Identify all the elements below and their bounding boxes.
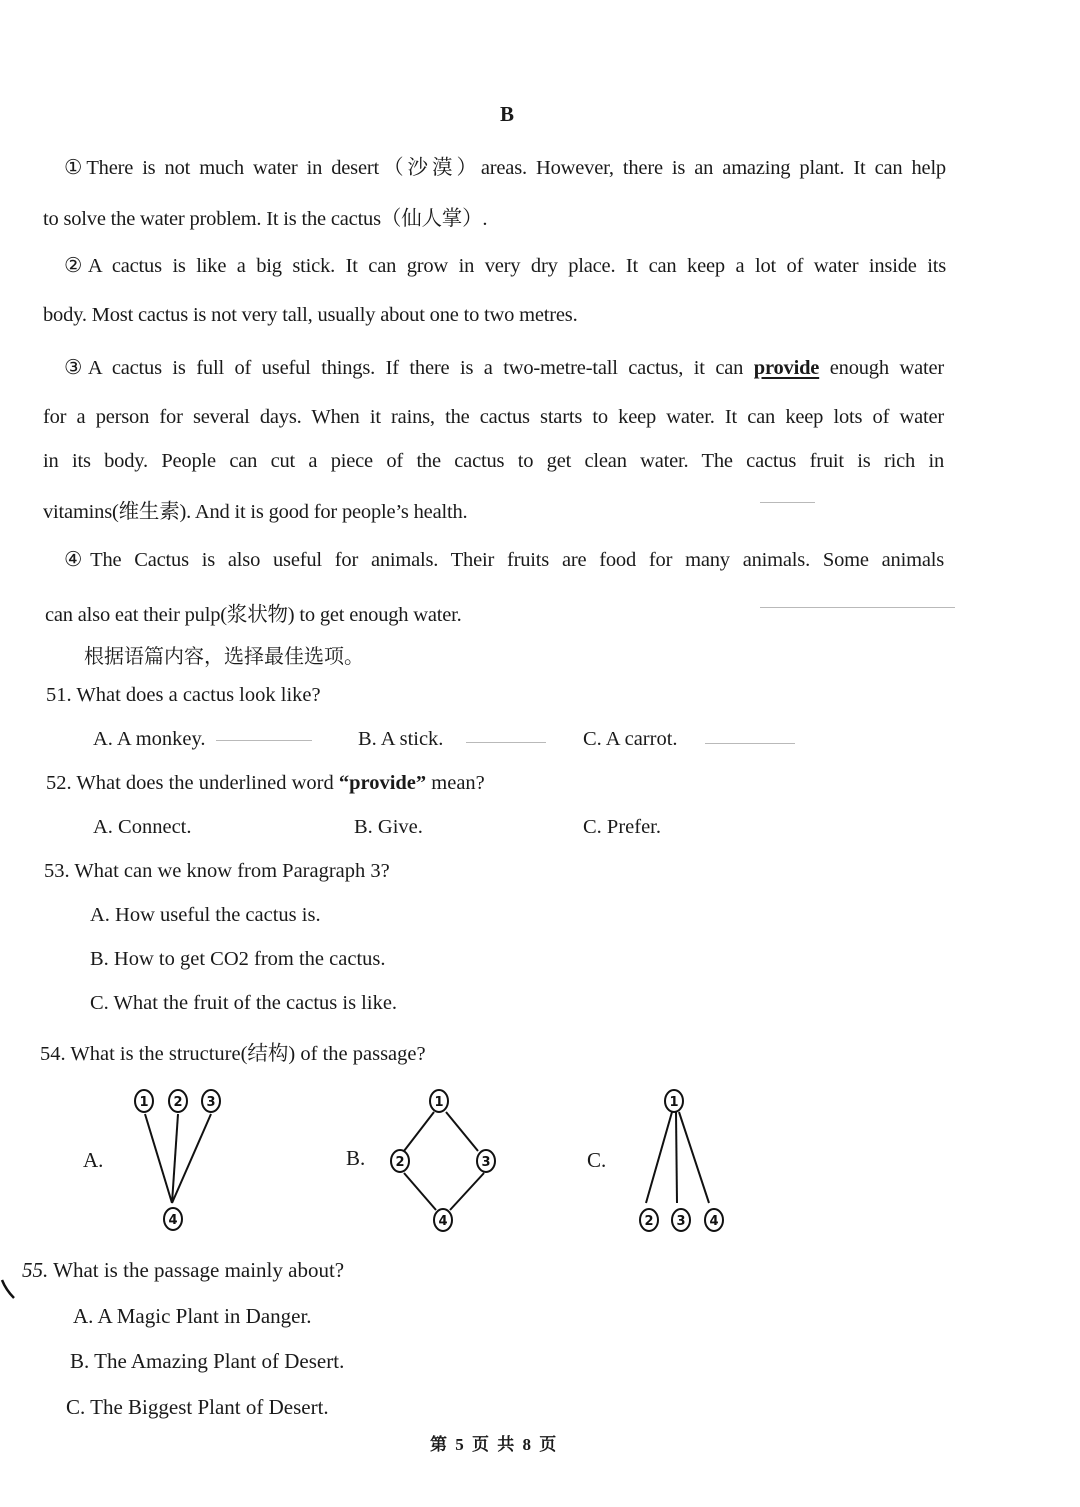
paragraph-3-line-4: vitamins(维生素). And it is good for people’s health.: [43, 501, 468, 523]
question-number: 52.: [46, 772, 72, 794]
paragraph-4-line-2: can also eat their pulp(浆状物) to get enough water.: [45, 604, 462, 626]
question-53: [44, 860, 390, 883]
question-number: 53.: [44, 860, 70, 882]
q54-option-a-label[interactable]: A.: [83, 1148, 104, 1172]
paragraph-1-line-1: ①There is not much water in desert（沙漠）areas. However, there is an amazing plant. It can help: [64, 157, 946, 179]
svg-text:1: 1: [669, 1095, 679, 1110]
q54-option-b-label[interactable]: B.: [346, 1146, 366, 1170]
question-51: [46, 684, 321, 707]
svg-text:3: 3: [481, 1155, 491, 1170]
paragraph-3-text-start: ③A cactus is full of useful things. If there is a two-metre-tall cactus, it can: [64, 357, 754, 379]
question-text-start: What does the underlined word: [76, 772, 339, 794]
q54-option-c-label[interactable]: C.: [587, 1148, 607, 1172]
structure-diagram-c[interactable]: [625, 1085, 745, 1235]
question-text: What is the structure(结构) of the passage?: [70, 1043, 426, 1065]
paragraph-3-line-1: [64, 355, 944, 380]
q55-option-a[interactable]: A. A Magic Plant in Danger.: [73, 1304, 312, 1328]
question-55: [22, 1258, 344, 1283]
q55-option-c[interactable]: C. The Biggest Plant of Desert.: [66, 1395, 329, 1419]
paragraph-2-line-1: ②A cactus is like a big stick. It can grow in very dry place. It can keep a lot of water inside its: [64, 255, 946, 277]
structure-diagram-a[interactable]: [120, 1085, 240, 1235]
svg-text:2: 2: [644, 1214, 654, 1229]
svg-text:3: 3: [676, 1214, 686, 1229]
node-2: 2: [173, 1095, 183, 1110]
q52-option-b[interactable]: B. Give.: [354, 816, 423, 838]
question-number: 54.: [40, 1043, 66, 1065]
q52-option-a[interactable]: A. Connect.: [93, 816, 192, 838]
paragraph-2-line-2: body. Most cactus is not very tall, usually about one to two metres.: [43, 304, 578, 326]
page-number: 第 5 页 共 8 页: [430, 1435, 559, 1454]
underlined-keyword-provide: provide: [753, 357, 820, 379]
paragraph-3-text-end: enough water: [819, 357, 944, 379]
q52-option-c[interactable]: C. Prefer.: [583, 816, 661, 838]
q53-option-a[interactable]: A. How useful the cactus is.: [90, 904, 321, 926]
scan-artifact-line: [705, 743, 795, 744]
q51-option-a[interactable]: A. A monkey.: [93, 728, 206, 750]
question-text: What does a cactus look like?: [76, 684, 321, 706]
question-number: 55.: [22, 1258, 49, 1282]
question-52: [46, 772, 485, 795]
instruction-text: 根据语篇内容，选择最佳选项。: [84, 646, 364, 668]
node-3: 3: [206, 1095, 216, 1110]
section-title: B: [500, 102, 515, 126]
question-number: 51.: [46, 684, 72, 706]
paragraph-3-line-2: for a person for several days. When it rains, the cactus starts to keep water. It can keep lots of water: [43, 406, 944, 428]
question-text: What can we know from Paragraph 3?: [74, 860, 390, 882]
paragraph-4-line-1: ④The Cactus is also useful for animals. Their fruits are food for many animals. Some animals: [64, 549, 944, 571]
question-keyword: “provide”: [338, 772, 427, 794]
q53-option-c[interactable]: C. What the fruit of the cactus is like.: [90, 992, 398, 1014]
scan-artifact-line: [760, 607, 955, 608]
question-text: What is the passage mainly about?: [53, 1258, 345, 1282]
pen-check-mark-icon: [0, 1276, 22, 1306]
structure-diagram-b[interactable]: [380, 1085, 510, 1235]
paragraph-1-line-2: to solve the water problem. It is the cactus（仙人掌）.: [43, 208, 488, 230]
svg-text:1: 1: [434, 1095, 444, 1110]
svg-text:4: 4: [438, 1214, 448, 1229]
scan-artifact-line: [760, 502, 815, 503]
node-4: 4: [168, 1213, 178, 1228]
svg-text:4: 4: [709, 1214, 719, 1229]
paragraph-3-line-3: in its body. People can cut a piece of the cactus to get clean water. The cactus fruit is rich in: [43, 450, 944, 472]
question-54: [40, 1036, 426, 1066]
q55-option-b[interactable]: B. The Amazing Plant of Desert.: [70, 1349, 345, 1373]
q51-option-c[interactable]: C. A carrot.: [583, 728, 678, 750]
svg-text:2: 2: [395, 1155, 405, 1170]
scan-artifact-line: [216, 740, 312, 741]
scan-artifact-line: [466, 742, 546, 743]
q53-option-b[interactable]: B. How to get CO2 from the cactus.: [90, 948, 386, 970]
q51-option-b[interactable]: B. A stick.: [358, 728, 444, 750]
question-text-end: mean?: [426, 772, 485, 794]
node-1: 1: [139, 1095, 149, 1110]
